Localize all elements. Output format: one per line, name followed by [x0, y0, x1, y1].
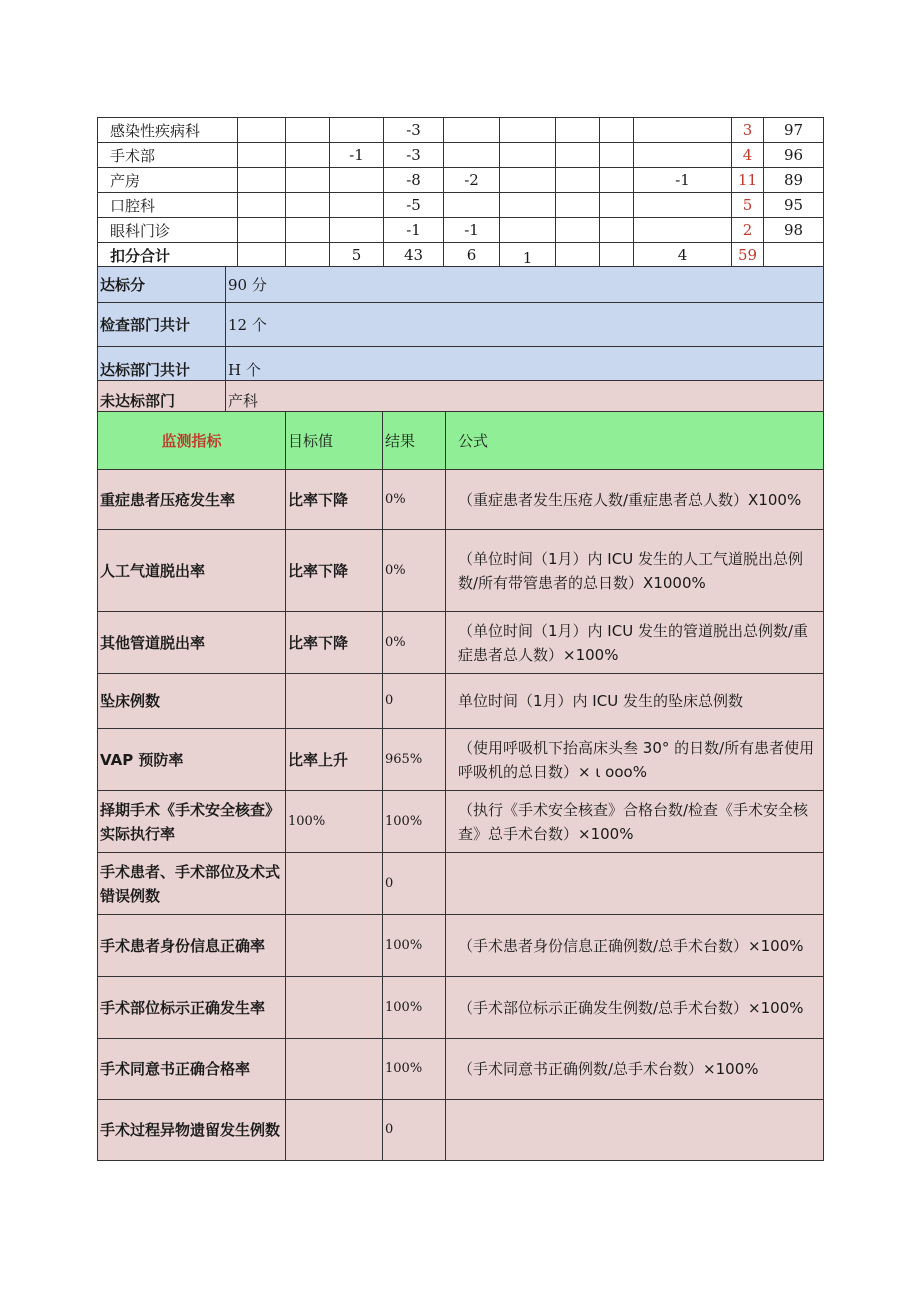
score-cell: [238, 243, 286, 268]
indicator-formula: [446, 853, 824, 915]
indicator-formula: （执行《手术安全核查》合格台数/检查《手术安全核查》总手术台数）×100%: [446, 791, 824, 853]
score-cell: 97: [764, 118, 824, 143]
score-cell: [556, 193, 600, 218]
score-cell: [600, 168, 634, 193]
score-cell: 5: [330, 243, 384, 268]
indicator-target: [286, 1039, 383, 1100]
dept-name: 产房: [98, 168, 238, 193]
summary-table: [97, 266, 824, 412]
score-cell: [444, 143, 500, 168]
score-cell: [556, 143, 600, 168]
indicator-result: 0%: [383, 470, 446, 530]
indicator-result: 100%: [383, 791, 446, 853]
indicator-target: [286, 977, 383, 1039]
header-indicator: 监测指标: [98, 412, 286, 470]
header-result: 结果: [383, 412, 446, 470]
header-target: 目标值: [286, 412, 383, 470]
standard-score-label: 达标分: [98, 267, 226, 303]
score-cell: [330, 218, 384, 243]
score-cell: [600, 218, 634, 243]
score-cell: [600, 193, 634, 218]
score-cell: 59: [732, 243, 764, 268]
indicator-result: 0: [383, 674, 446, 729]
score-cell: [600, 243, 634, 268]
indicator-row: [98, 1100, 824, 1161]
checked-dept-value: 12 个: [226, 303, 824, 347]
indicator-row: [98, 977, 824, 1039]
indicator-formula: （单位时间（1月）内 ICU 发生的人工气道脱出总例数/所有带管患者的总日数）X1000%: [446, 530, 824, 612]
score-cell: [286, 118, 330, 143]
score-cell: [500, 118, 556, 143]
score-cell: [330, 193, 384, 218]
score-cell: -1: [444, 218, 500, 243]
score-cell: 43: [384, 243, 444, 268]
indicator-result: 100%: [383, 915, 446, 977]
score-cell: 89: [764, 168, 824, 193]
score-cell: 1: [500, 243, 556, 268]
indicator-formula: （使用呼吸机下抬高床头叁 30° 的日数/所有患者使用呼吸机的总日数）× ι ooo%: [446, 729, 824, 791]
score-cell: -2: [444, 168, 500, 193]
score-cell: [556, 243, 600, 268]
indicator-target: 比率下降: [286, 470, 383, 530]
score-cell: -3: [384, 118, 444, 143]
deduction-score-table: [97, 117, 824, 268]
score-cell: [500, 143, 556, 168]
score-cell: [330, 168, 384, 193]
score-cell: [556, 118, 600, 143]
indicator-row: [98, 729, 824, 791]
score-cell: [286, 243, 330, 268]
score-cell: 96: [764, 143, 824, 168]
indicator-formula: （手术部位标示正确发生例数/总手术台数）×100%: [446, 977, 824, 1039]
indicator-name: 择期手术《手术安全核查》实际执行率: [98, 791, 286, 853]
indicator-row: [98, 470, 824, 530]
indicator-target: [286, 915, 383, 977]
score-cell: [634, 193, 732, 218]
dept-name: 口腔科: [98, 193, 238, 218]
score-cell: [330, 118, 384, 143]
indicator-target: [286, 1100, 383, 1161]
indicator-formula: [446, 1100, 824, 1161]
score-cell: 6: [444, 243, 500, 268]
score-cell: [444, 193, 500, 218]
score-cell: -8: [384, 168, 444, 193]
score-cell: [286, 168, 330, 193]
score-cell: [634, 143, 732, 168]
score-cell: [286, 218, 330, 243]
score-cell: [444, 118, 500, 143]
indicator-result: 100%: [383, 1039, 446, 1100]
monitoring-indicators-table: [97, 411, 824, 1161]
indicator-result: 965%: [383, 729, 446, 791]
checked-dept-label: 检查部门共计: [98, 303, 226, 347]
indicator-target: [286, 853, 383, 915]
score-row: [98, 193, 824, 218]
score-cell: [238, 168, 286, 193]
score-cell: 4: [634, 243, 732, 268]
indicator-row: [98, 791, 824, 853]
indicator-row: [98, 853, 824, 915]
score-row: [98, 168, 824, 193]
dept-name: 扣分合计: [98, 243, 238, 268]
failed-dept-value: 产科: [226, 381, 824, 412]
dept-name: 眼科门诊: [98, 218, 238, 243]
score-cell: [238, 193, 286, 218]
indicator-row: [98, 530, 824, 612]
indicator-result: 0%: [383, 612, 446, 674]
score-cell: [556, 218, 600, 243]
indicator-name: 坠床例数: [98, 674, 286, 729]
indicator-target: 比率下降: [286, 530, 383, 612]
score-cell: 3: [732, 118, 764, 143]
indicator-row: [98, 1039, 824, 1100]
indicator-result: 0: [383, 1100, 446, 1161]
dept-name: 感染性疾病科: [98, 118, 238, 143]
indicator-row: [98, 674, 824, 729]
dept-name: 手术部: [98, 143, 238, 168]
indicator-row: [98, 915, 824, 977]
indicator-name: 手术过程异物遗留发生例数: [98, 1100, 286, 1161]
score-cell: [634, 118, 732, 143]
score-row: [98, 118, 824, 143]
score-cell: [764, 243, 824, 268]
indicator-formula: （单位时间（1月）内 ICU 发生的管道脱出总例数/重症患者总人数）×100%: [446, 612, 824, 674]
score-cell: 4: [732, 143, 764, 168]
passed-dept-value: H 个: [226, 347, 824, 381]
indicator-row: [98, 612, 824, 674]
score-cell: [500, 168, 556, 193]
failed-dept-label: 未达标部门: [98, 381, 226, 412]
indicator-target: 100%: [286, 791, 383, 853]
score-cell: 95: [764, 193, 824, 218]
header-formula: 公式: [446, 412, 824, 470]
score-cell: [600, 118, 634, 143]
indicator-formula: 单位时间（1月）内 ICU 发生的坠床总例数: [446, 674, 824, 729]
score-cell: [286, 143, 330, 168]
score-row: [98, 243, 824, 268]
indicator-formula: （手术同意书正确例数/总手术台数）×100%: [446, 1039, 824, 1100]
score-cell: [238, 218, 286, 243]
score-row: [98, 143, 824, 168]
indicator-target: [286, 674, 383, 729]
indicator-formula: （手术患者身份信息正确例数/总手术台数）×100%: [446, 915, 824, 977]
indicator-target: 比率下降: [286, 612, 383, 674]
score-cell: 11: [732, 168, 764, 193]
score-cell: [238, 143, 286, 168]
score-cell: -5: [384, 193, 444, 218]
indicator-name: 手术部位标示正确发生率: [98, 977, 286, 1039]
score-cell: [600, 143, 634, 168]
score-cell: -1: [330, 143, 384, 168]
indicator-name: 人工气道脱出率: [98, 530, 286, 612]
indicator-result: 0%: [383, 530, 446, 612]
score-cell: [500, 218, 556, 243]
indicator-name: 重症患者压疮发生率: [98, 470, 286, 530]
indicator-result: 0: [383, 853, 446, 915]
indicator-result: 100%: [383, 977, 446, 1039]
passed-dept-label: 达标部门共计: [98, 347, 226, 381]
score-cell: 5: [732, 193, 764, 218]
indicator-name: 手术患者身份信息正确率: [98, 915, 286, 977]
score-cell: -1: [384, 218, 444, 243]
score-cell: [556, 168, 600, 193]
indicator-formula: （重症患者发生压疮人数/重症患者总人数）X100%: [446, 470, 824, 530]
score-cell: 98: [764, 218, 824, 243]
indicator-name: 其他管道脱出率: [98, 612, 286, 674]
score-cell: 2: [732, 218, 764, 243]
indicator-name: VAP 预防率: [98, 729, 286, 791]
score-row: [98, 218, 824, 243]
score-cell: -1: [634, 168, 732, 193]
score-cell: [286, 193, 330, 218]
indicator-name: 手术患者、手术部位及术式错误例数: [98, 853, 286, 915]
score-cell: [238, 118, 286, 143]
standard-score-value: 90 分: [226, 267, 824, 303]
indicator-target: 比率上升: [286, 729, 383, 791]
indicator-name: 手术同意书正确合格率: [98, 1039, 286, 1100]
score-cell: -3: [384, 143, 444, 168]
score-cell: [634, 218, 732, 243]
score-cell: [500, 193, 556, 218]
